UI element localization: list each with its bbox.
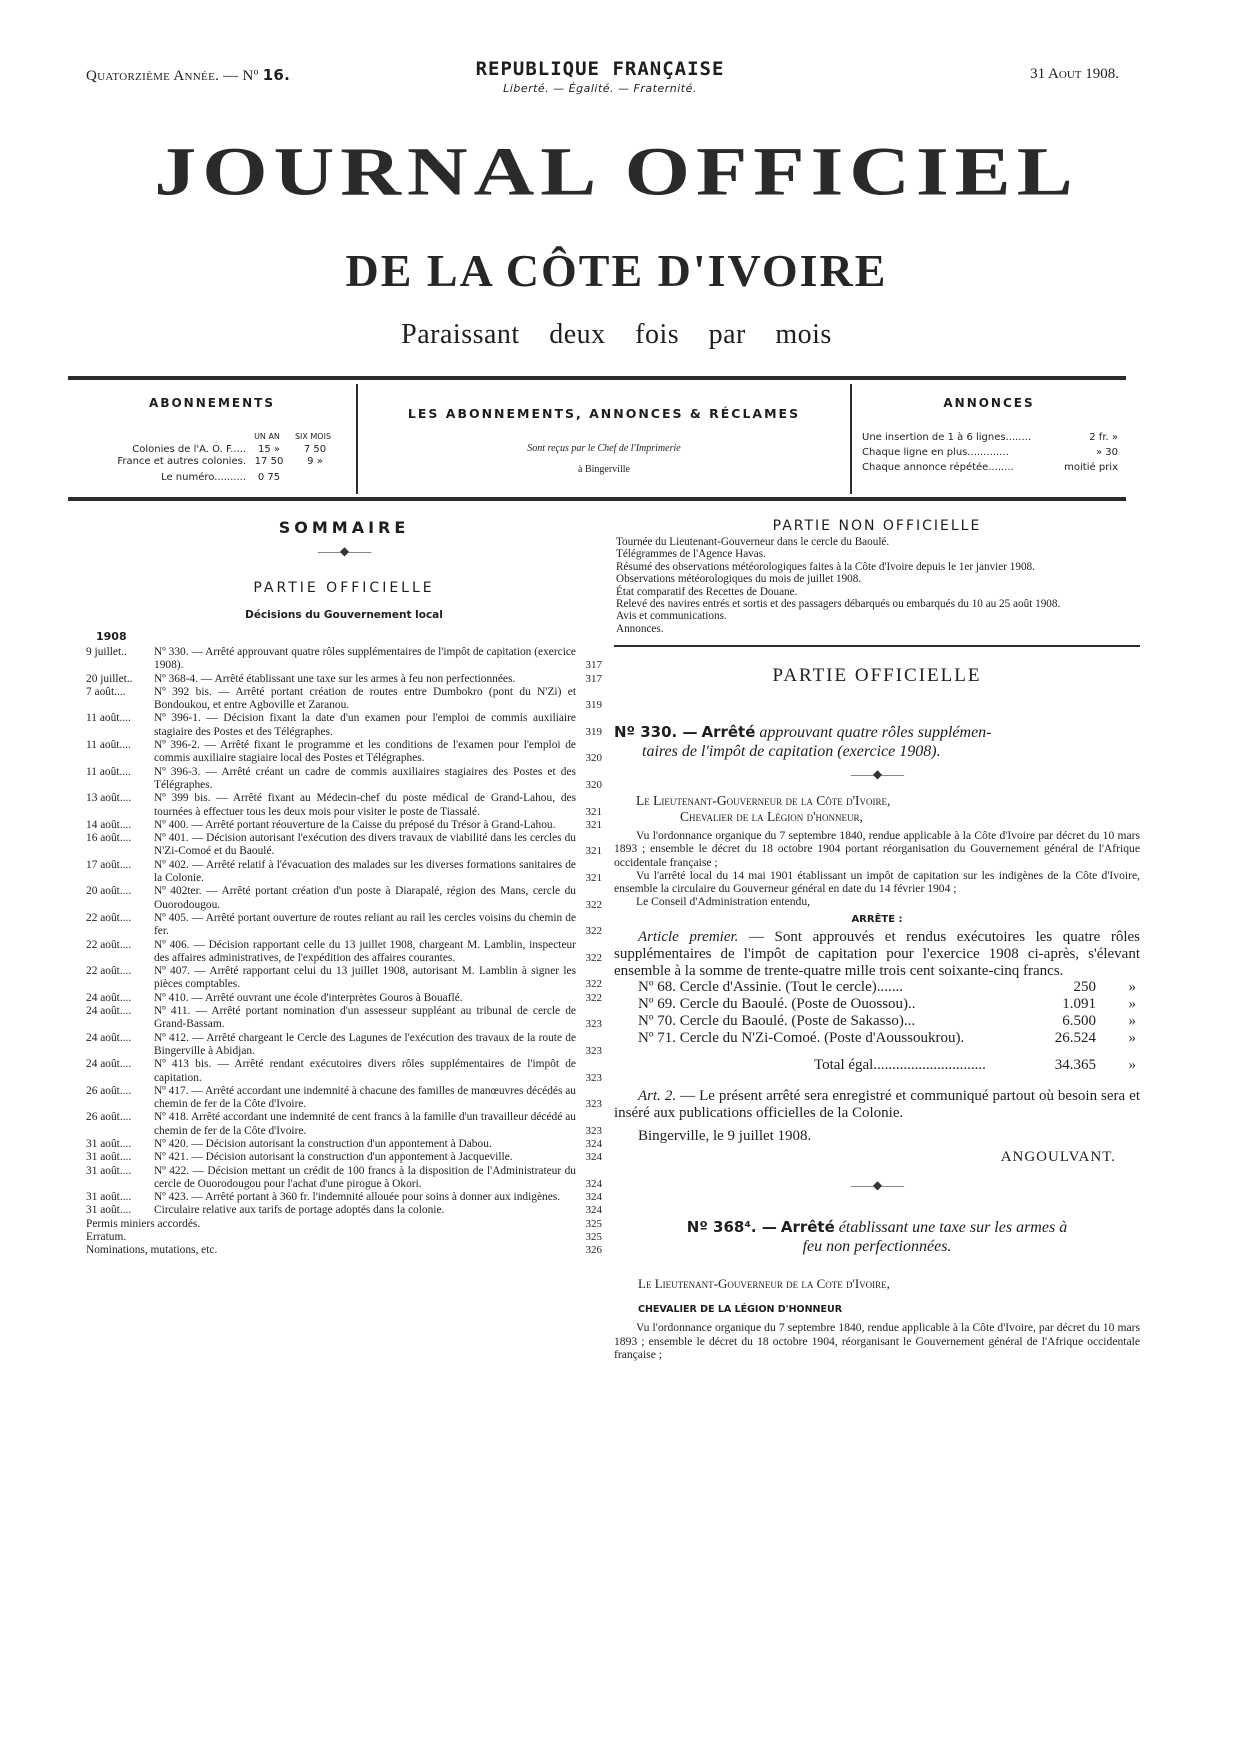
non-officielle-item: Relevé des navires entrés et sortis et des passagers débarqués ou embarqués du 10 au 25 août 1908. xyxy=(616,598,1061,611)
sommaire-entries xyxy=(86,646,602,1218)
annonce-label: Une insertion de 1 à 6 lignes........ xyxy=(862,432,1032,443)
entry-page: 324 xyxy=(585,1177,602,1190)
act-number: Nº 330. — xyxy=(614,723,698,742)
entry-text: Nº 396-1. — Décision fixant la date d'un examen pour l'emploi de commis auxiliaire stagiaire des Postes et des Télégraphes. xyxy=(154,712,576,738)
act-title-line1: approuvant quatre rôles supplémen- xyxy=(759,724,992,742)
sommaire-entry xyxy=(86,832,602,859)
republic-block xyxy=(420,58,780,95)
entry-page: 322 xyxy=(585,978,602,991)
sommaire-tail-item xyxy=(86,1244,602,1257)
entry-page: 321 xyxy=(585,872,602,885)
entry-page: 319 xyxy=(585,725,602,738)
cercle-amount: 250 xyxy=(1073,979,1096,996)
non-officielle-item: Télégrammes de l'Agence Havas. xyxy=(616,548,766,561)
sommaire-entry xyxy=(86,1005,602,1032)
partie-non-officielle-list xyxy=(614,536,1140,635)
entry-text: Nº 423. — Arrêté portant à 360 fr. l'indemnité allouée pour soins à donner aux indigènes. xyxy=(154,1191,561,1204)
entry-page: 323 xyxy=(585,1098,602,1111)
col-year: UN AN xyxy=(254,432,280,441)
sommaire-entry xyxy=(86,992,602,1005)
entry-text: Nº 412. — Arrêté chargeant le Cercle des Lagunes de l'exécution des travaux de la route de Bingerville à Abidjan. xyxy=(154,1031,576,1057)
masthead-topline xyxy=(0,58,1233,110)
sommaire-entry xyxy=(86,965,602,992)
cercle-amount: 1.091 xyxy=(1062,996,1096,1013)
article-text: — Le présent arrêté sera enregistré et communiqué partout où besoin sera et inséré aux publications officielles de la Colonie. xyxy=(614,1088,1140,1122)
act-kind: Arrêté xyxy=(780,1218,835,1237)
entry-page: 324 xyxy=(585,1191,602,1204)
entry-text: Circulaire relative aux tarifs de portage adoptés dans la colonie. xyxy=(154,1204,445,1217)
article-label: Article premier. xyxy=(638,929,739,946)
act-kind: Arrêté xyxy=(701,723,756,742)
annonces-title: ANNONCES xyxy=(943,396,1035,410)
total-amount: 34.365 xyxy=(1054,1057,1096,1074)
cercle-label: Nº 70. Cercle du Baoulé. (Poste de Sakasso)... xyxy=(638,1012,916,1029)
ditto-mark: » xyxy=(1128,996,1136,1013)
conseil-line: Le Conseil d'Administration entendu, xyxy=(636,895,811,909)
entry-date: 11 août.... xyxy=(86,739,131,752)
entry-page: 323 xyxy=(585,1044,602,1057)
entry-date: 17 août.... xyxy=(86,858,132,871)
entry-date: 31 août.... xyxy=(86,1191,132,1204)
arrete-label: ARRÊTE : xyxy=(851,914,903,926)
entry-date: 7 août.... xyxy=(86,685,126,698)
cercle-row xyxy=(614,1030,1140,1047)
sommaire-entry xyxy=(86,885,602,912)
annonce-price: moitié prix xyxy=(1064,462,1118,473)
ornament-divider: ——◆—— xyxy=(317,544,371,558)
entry-text: Nº 330. — Arrêté approuvant quatre rôles supplémentaires de l'impôt de capitation (exercice 1908). xyxy=(154,646,576,672)
sommaire-partie-officielle: PARTIE OFFICIELLE xyxy=(253,580,435,596)
cercle-label: Nº 71. Cercle du N'Zi-Comoé. (Poste d'Aoussoukrou). xyxy=(638,1029,965,1046)
annonce-price: » 30 xyxy=(1095,447,1118,458)
row-year: 15 » xyxy=(257,444,281,455)
entry-text: Nº 402ter. — Arrêté portant création d'un poste à Diarapalé, région des Mans, cercle du Ouorodougou. xyxy=(154,885,576,911)
entry-date: 14 août.... xyxy=(86,818,132,831)
entry-date: 31 août.... xyxy=(86,1151,132,1164)
entry-text: Nº 405. — Arrêté portant ouverture de routes reliant au rail les cercles voisins du chemin de fer. xyxy=(154,911,576,938)
partie-non-officielle-title: PARTIE NON OFFICIELLE xyxy=(772,518,982,534)
entry-date: 20 juillet.. xyxy=(86,672,133,685)
republic-motto: Liberté. — Égalité. — Fraternité. xyxy=(503,82,697,95)
tail-page: 326 xyxy=(585,1244,602,1257)
entry-text: Nº 418. Arrêté accordant une indemnité de cent francs à la famille d'un travailleur décédé au chemin de fer de la Côte d'Ivoire. xyxy=(154,1111,576,1137)
entry-text: Nº 421. — Décision autorisant la construction d'un appontement à Jacqueville. xyxy=(154,1151,513,1164)
sommaire-entry xyxy=(86,766,602,793)
main-column xyxy=(614,518,1140,1361)
sommaire-entry xyxy=(86,1111,602,1138)
vu-paragraph: Vu l'ordonnance organique du 7 septembre 1840, rendue applicable à la Côte d'Ivoire, par décret du 10 mars 1893 ; ensemble le décret du 18 octobre 1904, réorganisant le Gouvernement général de l'Afrique occidentale française ; xyxy=(614,1321,1140,1361)
entry-page: 317 xyxy=(585,672,602,685)
entry-text: Nº 406. — Décision rapportant celle du 13 juillet 1908, chargeant M. Lamblin, inspecteur des affaires administratives, de l'expédition des affaires courantes. xyxy=(154,938,576,964)
entry-date: 26 août.... xyxy=(86,1084,132,1097)
cercle-row xyxy=(614,1013,1140,1030)
entry-date: 11 août.... xyxy=(86,712,131,725)
entry-page: 324 xyxy=(585,1137,602,1150)
cercle-label: Nº 68. Cercle d'Assinie. (Tout le cercle)....... xyxy=(638,979,903,996)
entry-date: 22 août.... xyxy=(86,965,132,978)
cercle-row xyxy=(614,979,1140,996)
non-officielle-item: Annonces. xyxy=(616,622,664,635)
annonce-row xyxy=(862,462,1118,473)
authority-line2: CHEVALIER DE LA LÉGION D'HONNEUR xyxy=(638,1304,843,1316)
sommaire-entry xyxy=(86,646,602,673)
entry-date: 24 août.... xyxy=(86,991,132,1004)
sommaire-year: 1908 xyxy=(96,630,127,643)
partie-officielle-title: PARTIE OFFICIELLE xyxy=(772,665,982,687)
sommaire-entry xyxy=(86,1138,602,1151)
issue-label: Quatorzième Année. — Nº xyxy=(86,68,259,84)
non-officielle-item: Observations météorologiques du mois de juillet 1908. xyxy=(616,573,862,586)
sommaire-entry xyxy=(86,1191,602,1204)
sommaire-decisions-heading: Décisions du Gouvernement local xyxy=(245,609,443,621)
sommaire-entry xyxy=(86,859,602,886)
annonce-label: Chaque annonce répétée........ xyxy=(862,462,1014,473)
annonces-box xyxy=(852,384,1126,494)
entry-date: 20 août.... xyxy=(86,885,132,898)
center-box-line1: Sont reçus par le Chef de l'Imprimerie xyxy=(527,443,681,454)
sommaire-entry xyxy=(86,673,602,686)
sommaire-entry xyxy=(86,739,602,766)
sommaire-entry xyxy=(86,686,602,713)
abonnements-title: ABONNEMENTS xyxy=(149,396,275,410)
row-label: Le numéro.......... xyxy=(161,472,246,483)
entry-text: Nº 420. — Décision autorisant la construction d'un appontement à Dabou. xyxy=(154,1137,492,1150)
entry-page: 323 xyxy=(585,1071,602,1084)
ornament-divider: ——◆—— xyxy=(850,1178,904,1193)
sommaire-entry xyxy=(86,1085,602,1112)
abonnement-row xyxy=(68,456,338,467)
sommaire-entry xyxy=(86,1204,602,1217)
sommaire-tail-item xyxy=(86,1218,602,1231)
row-label: Colonies de l'A. O. F..... xyxy=(132,444,246,455)
cercle-list xyxy=(614,979,1140,1046)
act-368-title xyxy=(614,1218,1140,1256)
entry-date: 16 août.... xyxy=(86,832,132,845)
article-text: — Sont approuvés et rendus exécutoires les quatre rôles supplémentaires de l'impôt de capitation pour l'exercice 1908 ci-après, s'élevant ensemble à la somme de trente-quatre mille trois cent soixante-cinq francs. xyxy=(614,929,1141,979)
vu-paragraph: Vu l'ordonnance organique du 7 septembre 1840, rendue applicable à la Côte d'Ivoire par décret du 10 mars 1893 ; ensemble le décret du 18 octobre 1904 portant réorganisation du Gouvernement général de l'Afrique occidentale française ; xyxy=(614,829,1140,869)
sommaire-entry xyxy=(86,912,602,939)
act-title-line1: établissant une taxe sur les armes à xyxy=(838,1219,1068,1237)
entry-page: 320 xyxy=(585,778,602,791)
row-year: 17 50 xyxy=(254,456,284,467)
non-officielle-item: Tournée du Lieutenant-Gouverneur dans le cercle du Baoulé. xyxy=(616,536,890,548)
section-rule xyxy=(614,645,1140,647)
vu-paragraph: Vu l'arrêté local du 14 mai 1901 établissant un impôt de capitation sur les indigènes de la Côte d'Ivoire, ensemble la circulaire du Gouverneur général en date du 14 février 1904 ; xyxy=(614,868,1140,896)
sommaire-entry xyxy=(86,819,602,832)
issue-date: 31 Aout 1908. xyxy=(1030,66,1119,82)
entry-date: 31 août.... xyxy=(86,1137,132,1150)
entry-text: Nº 402. — Arrêté relatif à l'évacuation des malades sur les diverses formations sanitaires de la Colonie. xyxy=(154,858,576,885)
row-label: France et autres colonies. xyxy=(117,456,246,467)
journal-frequency: Paraissant deux fois par mois xyxy=(401,319,832,350)
annonce-row xyxy=(862,432,1118,443)
act-number: Nº 368⁴. — xyxy=(686,1218,777,1237)
abonnements-box xyxy=(68,384,356,494)
sommaire-entry xyxy=(86,1032,602,1059)
entry-date: 11 août.... xyxy=(86,765,131,778)
entry-text: Nº 400. — Arrêté portant réouverture de la Caisse du préposé du Trésor à Grand-Lahou. xyxy=(154,818,556,831)
tail-text: Nominations, mutations, etc. xyxy=(86,1244,218,1257)
republic-name: REPUBLIQUE FRANÇAISE xyxy=(475,58,725,80)
cercle-label: Nº 69. Cercle du Baoulé. (Poste de Ouossou).. xyxy=(638,996,916,1013)
cercle-row xyxy=(614,996,1140,1013)
row-six: 9 » xyxy=(307,456,323,467)
entry-page: 322 xyxy=(585,898,602,911)
signer: ANGOULVANT. xyxy=(1000,1149,1116,1166)
ditto-mark: » xyxy=(1128,1029,1136,1046)
article-label: Art. 2. xyxy=(638,1088,677,1105)
annonce-row xyxy=(862,447,1118,458)
entry-date: 22 août.... xyxy=(86,911,132,924)
tail-text: Erratum. xyxy=(86,1231,127,1244)
entry-text: Nº 411. — Arrêté portant nomination d'un assesseur suppléant au tribunal de cercle de Grand-Bassam. xyxy=(154,1005,576,1031)
abonnements-columns xyxy=(244,432,336,441)
abonnement-row xyxy=(68,444,338,455)
non-officielle-item: État comparatif des Recettes de Douane. xyxy=(616,585,798,598)
entry-text: Nº 392 bis. — Arrêté portant création de routes entre Dumbokro (pont du N'Zi) et Bondoukou, et entre Agboville et Zaranou. xyxy=(154,685,576,712)
entry-text: Nº 401. — Décision autorisant l'exécution des divers travaux de viabilité dans les cercles du N'Zi-Comoé et du Baoulé. xyxy=(154,832,576,858)
non-officielle-item: Résumé des observations météorologiques faites à la Côte d'Ivoire depuis le 1er janvier 1908. xyxy=(616,560,1035,573)
center-box-title: LES ABONNEMENTS, ANNONCES & RÉCLAMES xyxy=(407,406,801,421)
entry-date: 9 juillet.. xyxy=(86,646,127,658)
ornament-divider: ——◆—— xyxy=(850,767,904,782)
ditto-mark: » xyxy=(1128,1057,1136,1074)
sommaire-entry xyxy=(86,712,602,739)
journal-title: JOURNAL OFFICIEL xyxy=(154,133,1079,211)
issue-number: 16. xyxy=(262,66,291,84)
abonnements-annonces-box xyxy=(358,384,850,494)
entry-date: 24 août.... xyxy=(86,1031,132,1044)
total-row xyxy=(614,1056,1140,1074)
non-officielle-item: Avis et communications. xyxy=(616,610,727,623)
sommaire-entry xyxy=(86,792,602,819)
issue-info xyxy=(86,66,290,85)
entry-text: Nº 396-3. — Arrêté créant un cadre de commis auxiliaires stagiaires des Postes et des Télégraphes. xyxy=(154,765,576,791)
entry-date: 13 août.... xyxy=(86,792,132,805)
entry-text: Nº 368-4. — Arrêté établissant une taxe sur les armes à feu non perfectionnées. xyxy=(154,672,516,685)
annonce-label: Chaque ligne en plus............. xyxy=(862,447,1009,458)
entry-text: Nº 399 bis. — Arrêté fixant au Médecin-chef du poste médical de Grand-Lahou, des tournées à effectuer tous les deux mois pour visiter le poste de Tiassalé. xyxy=(154,792,576,818)
entry-date: 24 août.... xyxy=(86,1058,132,1071)
journal-subtitle: DE LA CÔTE D'IVOIRE xyxy=(345,245,888,296)
entry-text: Nº 417. — Arrêté accordant une indemnité à chacune des familles de manœuvres décédés au chemin de fer de la Côte d'Ivoire. xyxy=(154,1084,576,1111)
entry-text: Nº 407. — Arrêté rapportant celui du 13 juillet 1908, autorisant M. Lamblin à signer les pièces comptables. xyxy=(154,965,576,991)
entry-page: 321 xyxy=(585,818,602,831)
act-330-title xyxy=(614,723,1140,761)
abonnement-row xyxy=(68,472,292,483)
entry-date: 31 août.... xyxy=(86,1164,132,1177)
entry-date: 26 août.... xyxy=(86,1111,132,1124)
sommaire-column xyxy=(86,518,602,1258)
entry-page: 324 xyxy=(585,1151,602,1164)
entry-page: 322 xyxy=(585,925,602,938)
act-title-line2: taires de l'impôt de capitation (exercice 1908). xyxy=(642,743,941,761)
authority-line2: Chevalier de la Légion d'honneur, xyxy=(680,809,863,825)
entry-page: 324 xyxy=(585,1204,602,1217)
entry-text: Nº 422. — Décision mettant un crédit de 100 francs à la disposition de l'Administrateur du cercle de Ouorodougou pour l'achat d'une pirogue à Okori. xyxy=(154,1164,576,1190)
tail-page: 325 xyxy=(585,1231,602,1244)
entry-text: Nº 413 bis. — Arrêté rendant exécutoires divers rôles supplémentaires de l'impôt de capitation. xyxy=(154,1058,576,1084)
sommaire-entry xyxy=(86,939,602,966)
article-premier xyxy=(614,929,1140,979)
entry-text: Nº 396-2. — Arrêté fixant le programme et les conditions de l'examen pour l'emploi de commis auxiliaire stagiaire local des Postes et Télégraphes. xyxy=(154,739,576,765)
act-title-line2: feu non perfectionnées. xyxy=(802,1238,952,1256)
sommaire-entry xyxy=(86,1058,602,1085)
entry-date: 31 août.... xyxy=(86,1204,132,1217)
annonce-price: 2 fr. » xyxy=(1089,432,1118,443)
header-rule-top xyxy=(68,376,1126,380)
place-date: Bingerville, le 9 juillet 1908. xyxy=(638,1128,812,1145)
total-label: Total égal.............................. xyxy=(814,1057,986,1074)
entry-page: 322 xyxy=(585,991,602,1004)
header-rule-bottom xyxy=(68,497,1126,501)
sommaire-tail xyxy=(86,1218,602,1258)
center-box-line2: à Bingerville xyxy=(578,464,630,475)
entry-page: 319 xyxy=(585,699,602,712)
entry-page: 321 xyxy=(585,805,602,818)
sommaire-tail-item xyxy=(86,1231,602,1244)
sommaire-entry xyxy=(86,1151,602,1164)
entry-page: 323 xyxy=(585,1124,602,1137)
sommaire-title: SOMMAIRE xyxy=(278,518,410,537)
entry-page: 321 xyxy=(585,845,602,858)
authority-line1: Le Lieutenant-Gouverneur de la Cote d'Ivoire, xyxy=(638,1276,890,1292)
sommaire-entry xyxy=(86,1165,602,1192)
cercle-amount: 6.500 xyxy=(1062,1012,1096,1029)
row-year: 0 75 xyxy=(257,472,281,483)
entry-page: 317 xyxy=(585,659,602,672)
authority-line1: Le Lieutenant-Gouverneur de la Côte d'Ivoire, xyxy=(636,793,891,809)
article-2 xyxy=(614,1088,1140,1122)
entry-page: 322 xyxy=(585,951,602,964)
cercle-amount: 26.524 xyxy=(1054,1029,1096,1046)
entry-text: Nº 410. — Arrêté ouvrant une école d'interprètes Gouros à Bouaflé. xyxy=(154,991,463,1004)
entry-page: 320 xyxy=(585,752,602,765)
tail-page: 325 xyxy=(585,1217,602,1230)
ditto-mark: » xyxy=(1128,979,1136,996)
entry-page: 323 xyxy=(585,1018,602,1031)
row-six: 7 50 xyxy=(303,444,327,455)
entry-date: 24 août.... xyxy=(86,1005,132,1018)
tail-text: Permis miniers accordés. xyxy=(86,1217,201,1230)
ditto-mark: » xyxy=(1128,1012,1136,1029)
entry-date: 22 août.... xyxy=(86,938,132,951)
col-six-months: SIX MOIS xyxy=(294,432,332,441)
